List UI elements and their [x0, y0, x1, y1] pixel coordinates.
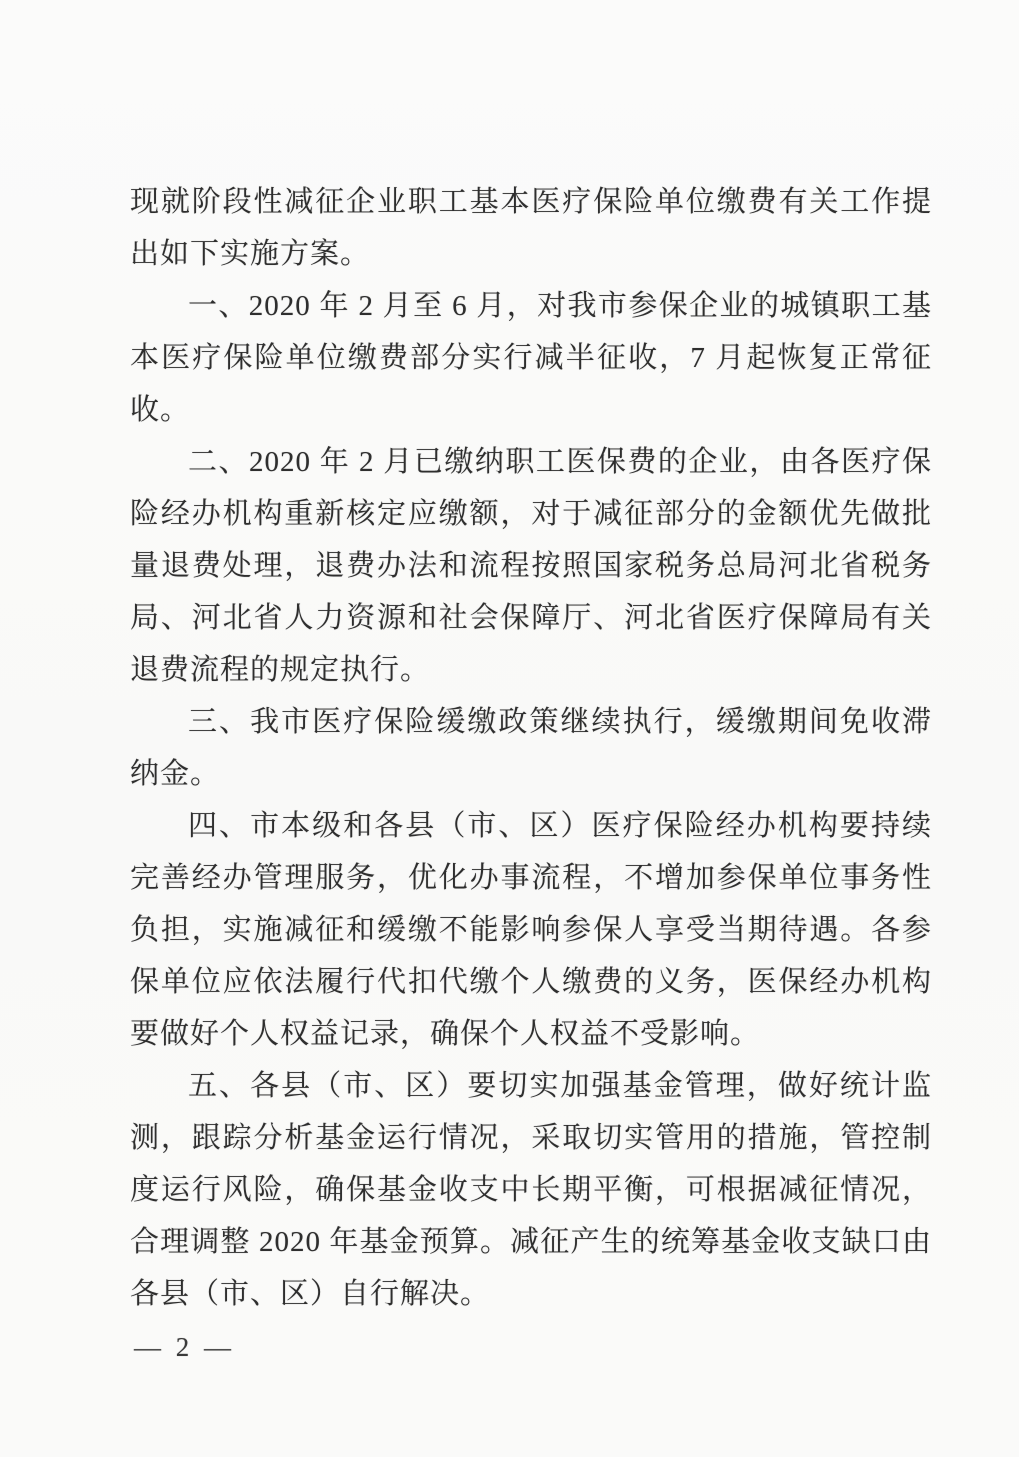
paragraph-item-2: 二、2020 年 2 月已缴纳职工医保费的企业，由各医疗保险经办机构重新核定应缴额，对于减征部分的金额优先做批量退费处理，退费办法和流程按照国家税务总局河北省税务局、河北省人力资源和社会保障厅、河北省医疗保障局有关退费流程的规定执行。 — [130, 446, 932, 686]
paragraph-item-1: 一、2020 年 2 月至 6 月，对我市参保企业的城镇职工基本医疗保险单位缴费部分实行减半征收，7 月起恢复正常征收。 — [130, 290, 932, 426]
document-body — [130, 176, 932, 1320]
paragraph-item-4: 四、市本级和各县（市、区）医疗保险经办机构要持续完善经办管理服务，优化办事流程，不增加参保单位事务性负担，实施减征和缓缴不能影响参保人享受当期待遇。各参保单位应依法履行代扣代缴个人缴费的义务，医保经办机构要做好个人权益记录，确保个人权益不受影响。 — [130, 810, 932, 1050]
paragraph-item-5: 五、各县（市、区）要切实加强基金管理，做好统计监测，跟踪分析基金运行情况，采取切实管用的措施，管控制度运行风险，确保基金收支中长期平衡，可根据减征情况，合理调整 2020 年基金预算。减征产生的统筹基金收支缺口由各县（市、区）自行解决。 — [130, 1070, 932, 1310]
paragraph-intro: 现就阶段性减征企业职工基本医疗保险单位缴费有关工作提出如下实施方案。 — [130, 186, 932, 270]
paragraph-item-3: 三、我市医疗保险缓缴政策继续执行，缓缴期间免收滞纳金。 — [130, 706, 932, 790]
page-number: — 2 — — [134, 1332, 235, 1362]
